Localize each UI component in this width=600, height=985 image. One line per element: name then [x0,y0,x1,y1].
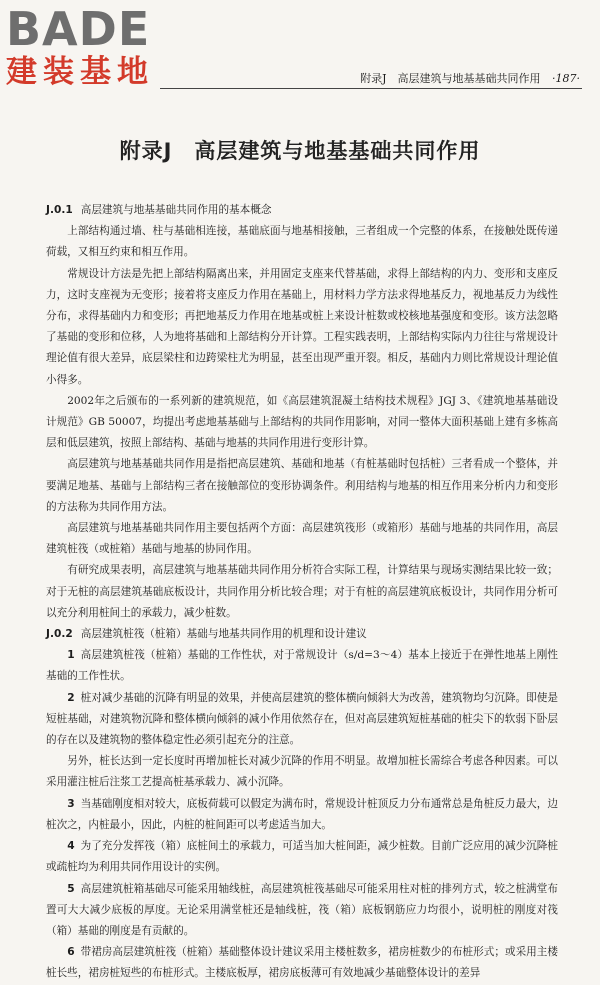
logo-brand: BADE [6,2,151,56]
item-text: 高层建筑桩箱基础尽可能采用轴线桩，高层建筑桩筏基础尽可能采用柱对桩的排列方式，较之桩满堂布置可大大减少底板的厚度。无论采用满堂桩还是轴线桩，筏（箱）底板钢筋应力均很小，说明桩的刚度对筏（箱）基础的刚度是有贡献的。 [46,882,558,937]
paragraph: 另外，桩长达到一定长度时再增加桩长对减少沉降的作用不明显。故增加桩长需综合考虑各种因素。可以采用灌注桩后注浆工艺提高桩基承载力、减小沉降。 [46,755,558,789]
section-number: J.0.1 [46,204,73,216]
logo-subtitle: 建装基地 [6,54,154,90]
section-number: J.0.2 [46,628,73,641]
item-number: 2 [67,691,75,704]
item-number: 1 [67,649,75,662]
item-text: 当基础刚度相对较大，底板荷载可以假定为满布时，常规设计桩顶反力分布通常总是角桩反力最大，边桩次之，内桩最小，因此，内桩的桩间距可以考虑适当加大。 [46,797,558,831]
list-item [46,645,558,687]
item-text: 为了充分发挥筏（箱）底桩间土的承载力，可适当加大桩间距，减少桩数。目前广泛应用的减少沉降桩或疏桩均为利用共同作用设计的实例。 [46,840,558,874]
list-item [46,942,558,984]
item-number: 3 [67,797,75,810]
item-number: 6 [67,946,75,959]
item-text: 带裙房高层建筑桩筏（桩箱）基础整体设计建议采用主楼桩数多，裙房桩数少的布桩形式；或采用主楼桩长些，裙房桩短些的布桩形式。主楼底板厚，裙房底板薄可有效地减少基础整体设计的差异 [46,946,558,980]
section-heading [46,624,558,645]
header-rule [160,88,582,89]
paragraph: 高层建筑与地基基础共同作用是指把高层建筑、基础和地基（有桩基础时包括桩）三者看成一个整体，并要满足地基、基础与上部结构三者在接触部位的变形协调条件。利用结构与地基的相互作用来分析内力和变形的方法称为共同作用方法。 [46,458,558,513]
publisher-logo [6,2,206,92]
section-title: 高层建筑与地基基础共同作用的基本概念 [80,204,272,216]
section-heading [46,200,558,221]
paragraph: 2002年之后颁布的一系列新的建筑规范，如《高层建筑混凝土结构技术规程》JGJ 3、《建筑地基基础设计规范》GB 50007，均提出考虑地基基础与上部结构的共同作用影响，对同一整体大面积基础上建有多栋高层和低层建筑，按照上部结构、基础与地基的共同作用进行变形计算。 [46,394,558,450]
page-title: 附录J 高层建筑与地基基础共同作用 [119,139,481,163]
item-text: 高层建筑桩筏（桩箱）基础的工作性状，对于常规设计（s/d=3～4）基本上接近于在弹性地基上刚性基础的工作性状。 [46,649,558,683]
list-item [46,794,558,836]
list-item [46,688,558,752]
item-number: 5 [67,882,75,895]
paragraph: 有研究成果表明，高层建筑与地基基础共同作用分析符合实际工程，计算结果与现场实测结果比较一致；对于无桩的高层建筑基础底板设计，共同作用分析比较合理；对于有桩的高层建筑底板设计，共同作用分析可以充分利用桩间土的承载力，减少桩数。 [46,564,558,619]
list-item [46,836,558,878]
paragraph: 上部结构通过墙、柱与基础相连接，基础底面与地基相接触，三者组成一个完整的体系，在接触处既传递荷载，又相互约束和相互作用。 [46,225,558,259]
item-number: 4 [67,840,75,853]
paragraph: 高层建筑与地基基础共同作用主要包括两个方面：高层建筑筏形（或箱形）基础与地基的共同作用，高层建筑桩筏（或桩箱）基础与地基的协同作用。 [46,522,558,556]
body-text [46,200,558,985]
running-title: 附录J 高层建筑与地基基础共同作用 [360,72,541,85]
running-header [318,70,580,86]
list-item [46,879,558,943]
item-text: 桩对减少基础的沉降有明显的效果，并使高层建筑的整体横向倾斜大为改善，建筑物均匀沉降。即使是短桩基础，对建筑物沉降和整体横向倾斜的减小作用依然存在，但对高层建筑短桩基础的桩尖下的软弱下卧层的存在以及建筑物的整体稳定性必须引起充分的注意。 [46,691,558,747]
section-title: 高层建筑桩筏（桩箱）基础与地基共同作用的机理和设计建议 [80,628,367,641]
page-number: ·187· [552,72,580,85]
paragraph: 常规设计方法是先把上部结构隔离出来，并用固定支座来代替基础，求得上部结构的内力、变形和支座反力，这时支座视为无变形；接着将支座反力作用在基础上，用材料力学方法求得地基反力，视地基反力为线性分布，求得基础内力和变形；再把地基反力作用在地基或桩上来设计桩数或校核地基强度和变形。该方法忽略了基础的变形和位移，人为地将基础和上部结构分开计算。工程实践表明，上部结构实际内力往往与常规设计理论值有很大差异，底层梁柱和边跨梁柱尤为明显，甚至出现严重开裂。相反，基础内力则比常规设计理论值小得多。 [46,267,558,386]
